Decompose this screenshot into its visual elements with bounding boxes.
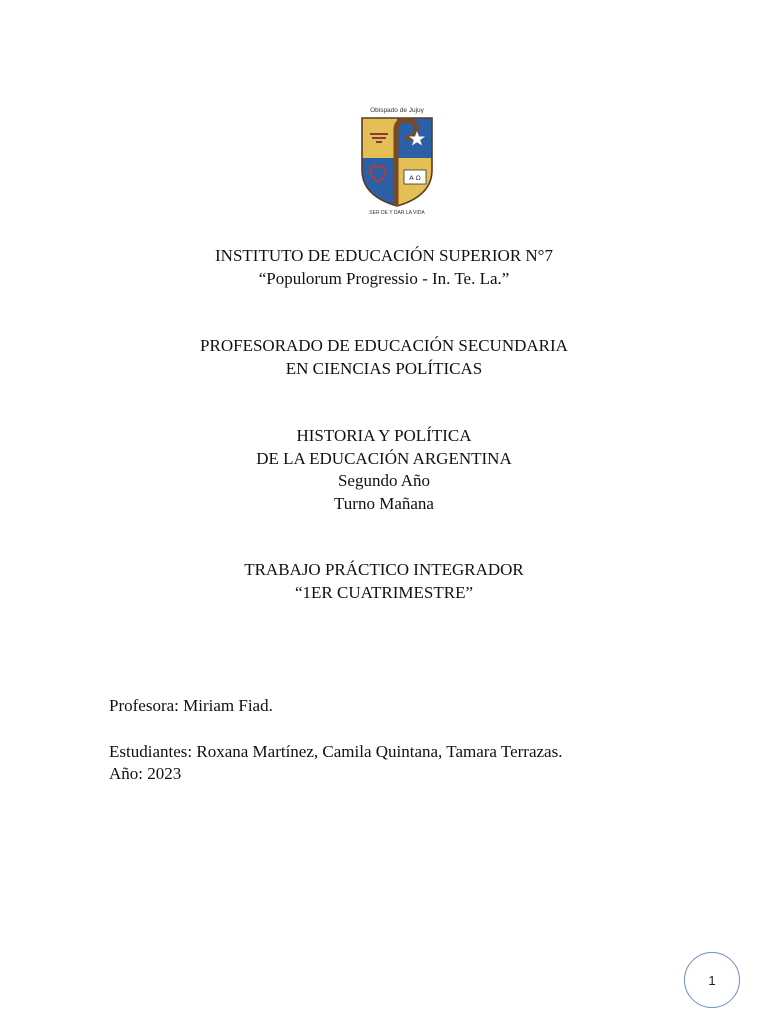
institute-name: INSTITUTO DE EDUCACIÓN SUPERIOR N°7 xyxy=(215,246,553,265)
subject-year: Segundo Año xyxy=(337,471,431,490)
subject-line-2: DE LA EDUCACIÓN ARGENTINA xyxy=(256,448,512,468)
book-text: A Ω xyxy=(409,174,421,182)
teacher-line: Profesora: Miriam Fiad. xyxy=(109,696,273,715)
crest-motto-top: Obispado de Jujuy xyxy=(370,107,424,114)
crest-logo xyxy=(354,100,440,218)
institute-motto: “Populorum Progressio - In. Te. La.” xyxy=(258,268,510,288)
subject-shift: Turno Mañana xyxy=(334,493,434,513)
page-number-badge xyxy=(684,952,740,1008)
institute-header xyxy=(0,245,768,290)
page-number: 1 xyxy=(708,972,716,988)
career-line-2: EN CIENCIAS POLÍTICAS xyxy=(285,358,483,378)
year-line: Año: 2023 xyxy=(109,764,182,783)
work-title-block xyxy=(0,559,768,604)
career-line-1: PROFESORADO DE EDUCACIÓN SECUNDARIA xyxy=(200,336,568,355)
subject-line-1: HISTORIA Y POLÍTICA xyxy=(296,426,472,445)
career-header xyxy=(0,335,768,380)
work-period: “1ER CUATRIMESTRE” xyxy=(294,582,474,602)
crest-motto-bottom: SER DE Y DAR LA VIDA xyxy=(369,210,425,216)
subject-header xyxy=(0,425,768,515)
students-line: Estudiantes: Roxana Martínez, Camila Quintana, Tamara Terrazas. xyxy=(109,742,563,761)
work-title: TRABAJO PRÁCTICO INTEGRADOR xyxy=(244,560,524,579)
